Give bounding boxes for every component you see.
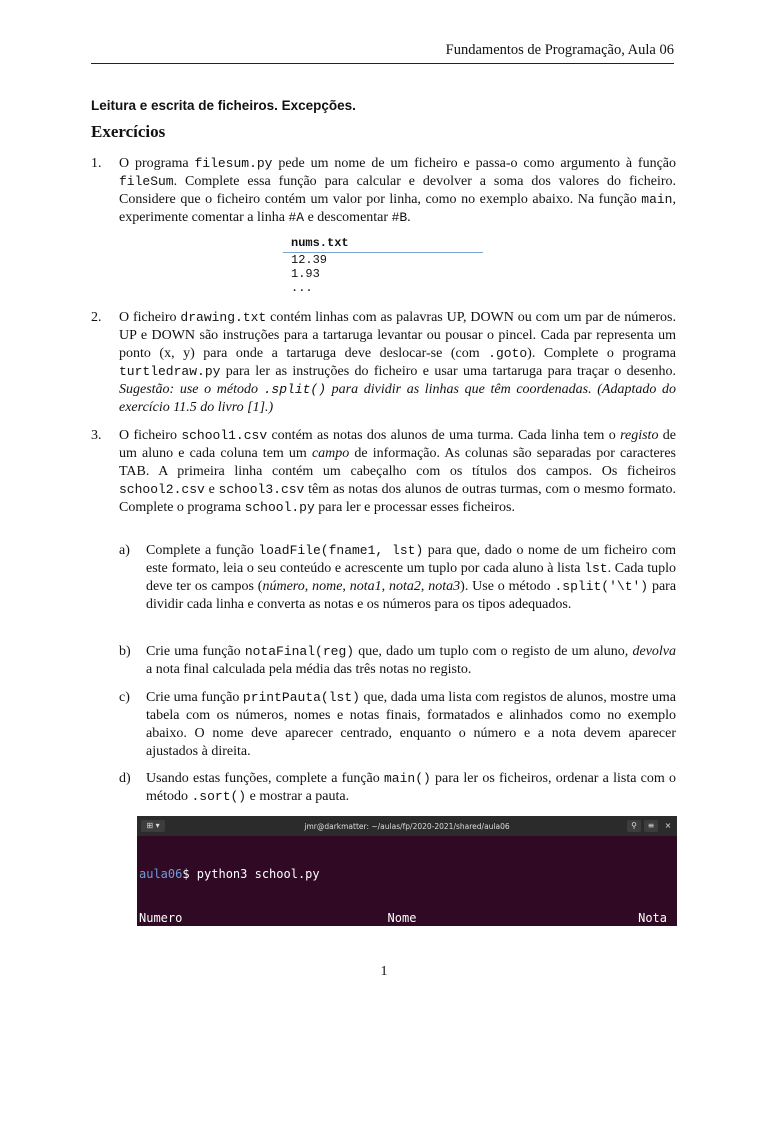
close-icon[interactable]: × <box>664 821 672 830</box>
text-run: . <box>407 210 411 225</box>
italic-text: registo <box>620 428 659 443</box>
subitem-letter: a) <box>119 543 130 558</box>
running-header: Fundamentos de Programação, Aula 06 <box>91 42 674 64</box>
student-name: ANA PAULA ARANTES MORAIS <box>315 1041 489 1055</box>
inline-code: school.py <box>244 500 315 515</box>
student-grade: 11.9 <box>638 1084 667 1099</box>
exercise-number: 3. <box>91 428 102 443</box>
terminal-title: jmr@darkmatter: ~/aulas/fp/2020-2021/shared/aula06 <box>304 822 510 831</box>
table-row <box>139 1085 677 1100</box>
subitem-d <box>119 770 676 806</box>
inline-code: turtledraw.py <box>119 364 221 379</box>
header-number: Numero <box>139 910 183 925</box>
subitem-b <box>119 643 676 679</box>
new-tab-icon[interactable]: ⊞ ▾ <box>141 820 165 832</box>
inline-code: printPauta(lst) <box>242 690 360 705</box>
text-run: Complete a função <box>146 543 259 558</box>
text-run: pede um nome de um ficheiro e passa-o como argumento à função <box>272 156 676 171</box>
text-run: Crie uma função <box>146 644 245 659</box>
exercise-text <box>119 155 676 227</box>
inline-code: .split('\t') <box>554 579 649 594</box>
student-number: 10247 <box>156 1084 193 1099</box>
exercise-text <box>119 427 676 517</box>
nums-file-line: 1.93 <box>291 267 320 281</box>
text-run: . Complete essa função para calcular e devolver a soma dos valores do ficheiro. Considere que o ficheiro contém um valor por linha, como no exemplo abaixo. Na função <box>119 174 676 207</box>
text-run: , <box>304 579 313 594</box>
nums-file-example <box>283 236 483 295</box>
text-run: de informação. As colunas são separadas por caracteres TAB. A primeira linha contém um cabeçalho com os títulos dos campos. Os ficheiros <box>119 446 676 479</box>
exercise-2 <box>91 309 676 417</box>
inline-code: drawing.txt <box>180 310 267 325</box>
subitem-text <box>146 542 676 614</box>
inline-code: .goto <box>488 346 528 361</box>
exercise-number: 1. <box>91 156 102 171</box>
text-run: para ler e processar esses ficheiros. <box>314 500 515 515</box>
inline-code: school1.csv <box>181 428 268 443</box>
subitem-text <box>146 643 676 679</box>
text-run: para dividir cada linha e converta as notas e os números para os tipos adequados. <box>146 579 677 612</box>
inline-code: notaFinal(reg) <box>244 644 355 659</box>
table-row <box>139 998 677 1013</box>
prompt-command: $ python3 school.py <box>182 867 320 881</box>
student-number: 8540 <box>164 954 193 968</box>
text-run: a nota final calculada pela média das três notas no registo. <box>146 662 472 677</box>
italic-text: número <box>262 579 305 594</box>
text-run: contém as notas dos alunos de uma turma. Cada linha tem o <box>267 428 621 443</box>
inline-code: main() <box>383 771 431 786</box>
text-run: e descomentar <box>304 210 392 225</box>
exercise-text <box>119 309 676 417</box>
subitem-letter: b) <box>119 644 131 659</box>
search-icon[interactable]: ⚲ <box>627 820 641 832</box>
italic-text: Sugestão: use o método <box>119 382 264 397</box>
text-run: têm as notas dos alunos de outras turmas, com o mesmo formato. Complete o programa <box>119 482 676 515</box>
student-grade: 16.3 <box>638 954 667 968</box>
text-run: O ficheiro <box>119 428 182 443</box>
exercise-number: 2. <box>91 310 102 325</box>
subitem-text <box>146 689 676 761</box>
inline-code: school3.csv <box>218 482 305 497</box>
student-name: MÁRIO JORGE MANECAS <box>333 997 471 1012</box>
prompt-directory: aula06 <box>139 867 183 881</box>
italic-text: nome <box>312 579 343 594</box>
exercise-1 <box>91 155 676 227</box>
table-header <box>139 911 677 926</box>
italic-text: devolva <box>632 644 677 659</box>
text-run: ). Use o método <box>460 579 555 594</box>
text-run: O programa <box>119 156 195 171</box>
nums-file-line: ... <box>291 281 313 295</box>
menu-icon[interactable]: ≡ <box>644 820 658 832</box>
table-row <box>139 1041 677 1056</box>
inline-code: loadFile(fname1, lst) <box>258 543 424 558</box>
text-run: . Cada tuplo deve ter os campos ( <box>146 561 677 594</box>
inline-code: lst <box>584 561 608 576</box>
terminal-prompt <box>139 867 677 882</box>
student-name: VÍTOR MANUEL ANICETO PALHINHA <box>297 954 507 968</box>
page-number: 1 <box>380 964 388 979</box>
text-run: para ler as instruções do ficheiro e usar uma tartaruga para traçar o desenho. <box>220 364 676 379</box>
nums-file-line: 12.39 <box>291 253 328 267</box>
terminal-screenshot <box>137 816 677 1099</box>
subitem-c <box>119 689 676 761</box>
italic-text: campo <box>311 446 350 461</box>
exercise-3 <box>91 427 676 517</box>
terminal-output <box>137 836 677 1128</box>
inline-code: fileSum <box>119 174 174 189</box>
student-grade: 8.9 <box>645 997 667 1012</box>
inline-code: main <box>641 192 673 207</box>
header-grade: Nota <box>638 910 667 925</box>
text-run: Crie uma função <box>146 690 243 705</box>
text-run: ). Complete o programa <box>527 346 676 361</box>
text-run: para que, dado o nome de um ficheiro com este formato, leia o seu conteúdo e acrescente um tuplo por cada aluno à lista <box>146 543 676 576</box>
text-run: e mostrar a pauta. <box>246 789 350 804</box>
inline-code: #A <box>288 210 305 225</box>
subitem-letter: c) <box>119 690 130 705</box>
student-grade: 15.0 <box>638 1041 667 1055</box>
text-run: , <box>420 579 429 594</box>
section-subtitle: Leitura e escrita de ficheiros. Excepções. <box>91 98 356 113</box>
text-run: Usando estas funções, complete a função <box>146 771 384 786</box>
text-run: , <box>342 579 350 594</box>
header-name: Nome <box>387 910 417 925</box>
italic-text: nota2 <box>389 579 421 594</box>
subitem-letter: d) <box>119 771 131 786</box>
italic-text: nota1 <box>349 579 382 594</box>
inline-code: #B <box>391 210 408 225</box>
text-run: de um aluno e cada coluna tem um <box>119 428 676 461</box>
student-number: 9419 <box>164 997 193 1012</box>
text-run: contém linhas com as palavras UP, DOWN ou com um par de números. UP e DOWN são instruções para a tartaruga levantar ou pousar o pincel. Cada par representa um ponto (x, y) para onde a tartaruga deve deslocar-se (com <box>119 310 676 361</box>
text-run: que, dado um tuplo com o registo de um aluno, <box>354 644 633 659</box>
terminal-titlebar <box>137 816 677 836</box>
nums-file-title: nums.txt <box>283 236 483 253</box>
text-run: , experimente comentar a linha <box>119 192 676 225</box>
text-run: para ler os ficheiros, ordenar a lista com o método <box>146 771 676 804</box>
text-run: que, dada uma lista com registos de alunos, mostre uma tabela com os números, nomes e notas finais, formatados e alinhados como no exemplo abaixo. O nome deve aparecer centrado, enquanto o número e a nota devem aparecer ajustados à direita. <box>146 690 676 759</box>
text-run: , <box>381 579 390 594</box>
text-run: e <box>204 482 219 497</box>
italic-text: para dividir as linhas que têm coordenadas. (Adaptado do exercício 11.5 do livro [1].) <box>119 382 676 415</box>
student-name: JOSÉ DOMINGOS MARTINS LOURENÇO <box>293 1084 511 1099</box>
inline-code: .sort() <box>191 789 247 804</box>
italic-text: nota3 <box>428 579 461 594</box>
subitem-a <box>119 542 676 614</box>
inline-code: filesum.py <box>194 156 273 171</box>
subitem-text <box>146 770 676 806</box>
student-number: 9634 <box>164 1041 193 1055</box>
inline-code-italic: .split() <box>263 382 327 397</box>
section-title: Exercícios <box>91 122 166 141</box>
inline-code: school2.csv <box>119 482 205 497</box>
text-run: O ficheiro <box>119 310 181 325</box>
